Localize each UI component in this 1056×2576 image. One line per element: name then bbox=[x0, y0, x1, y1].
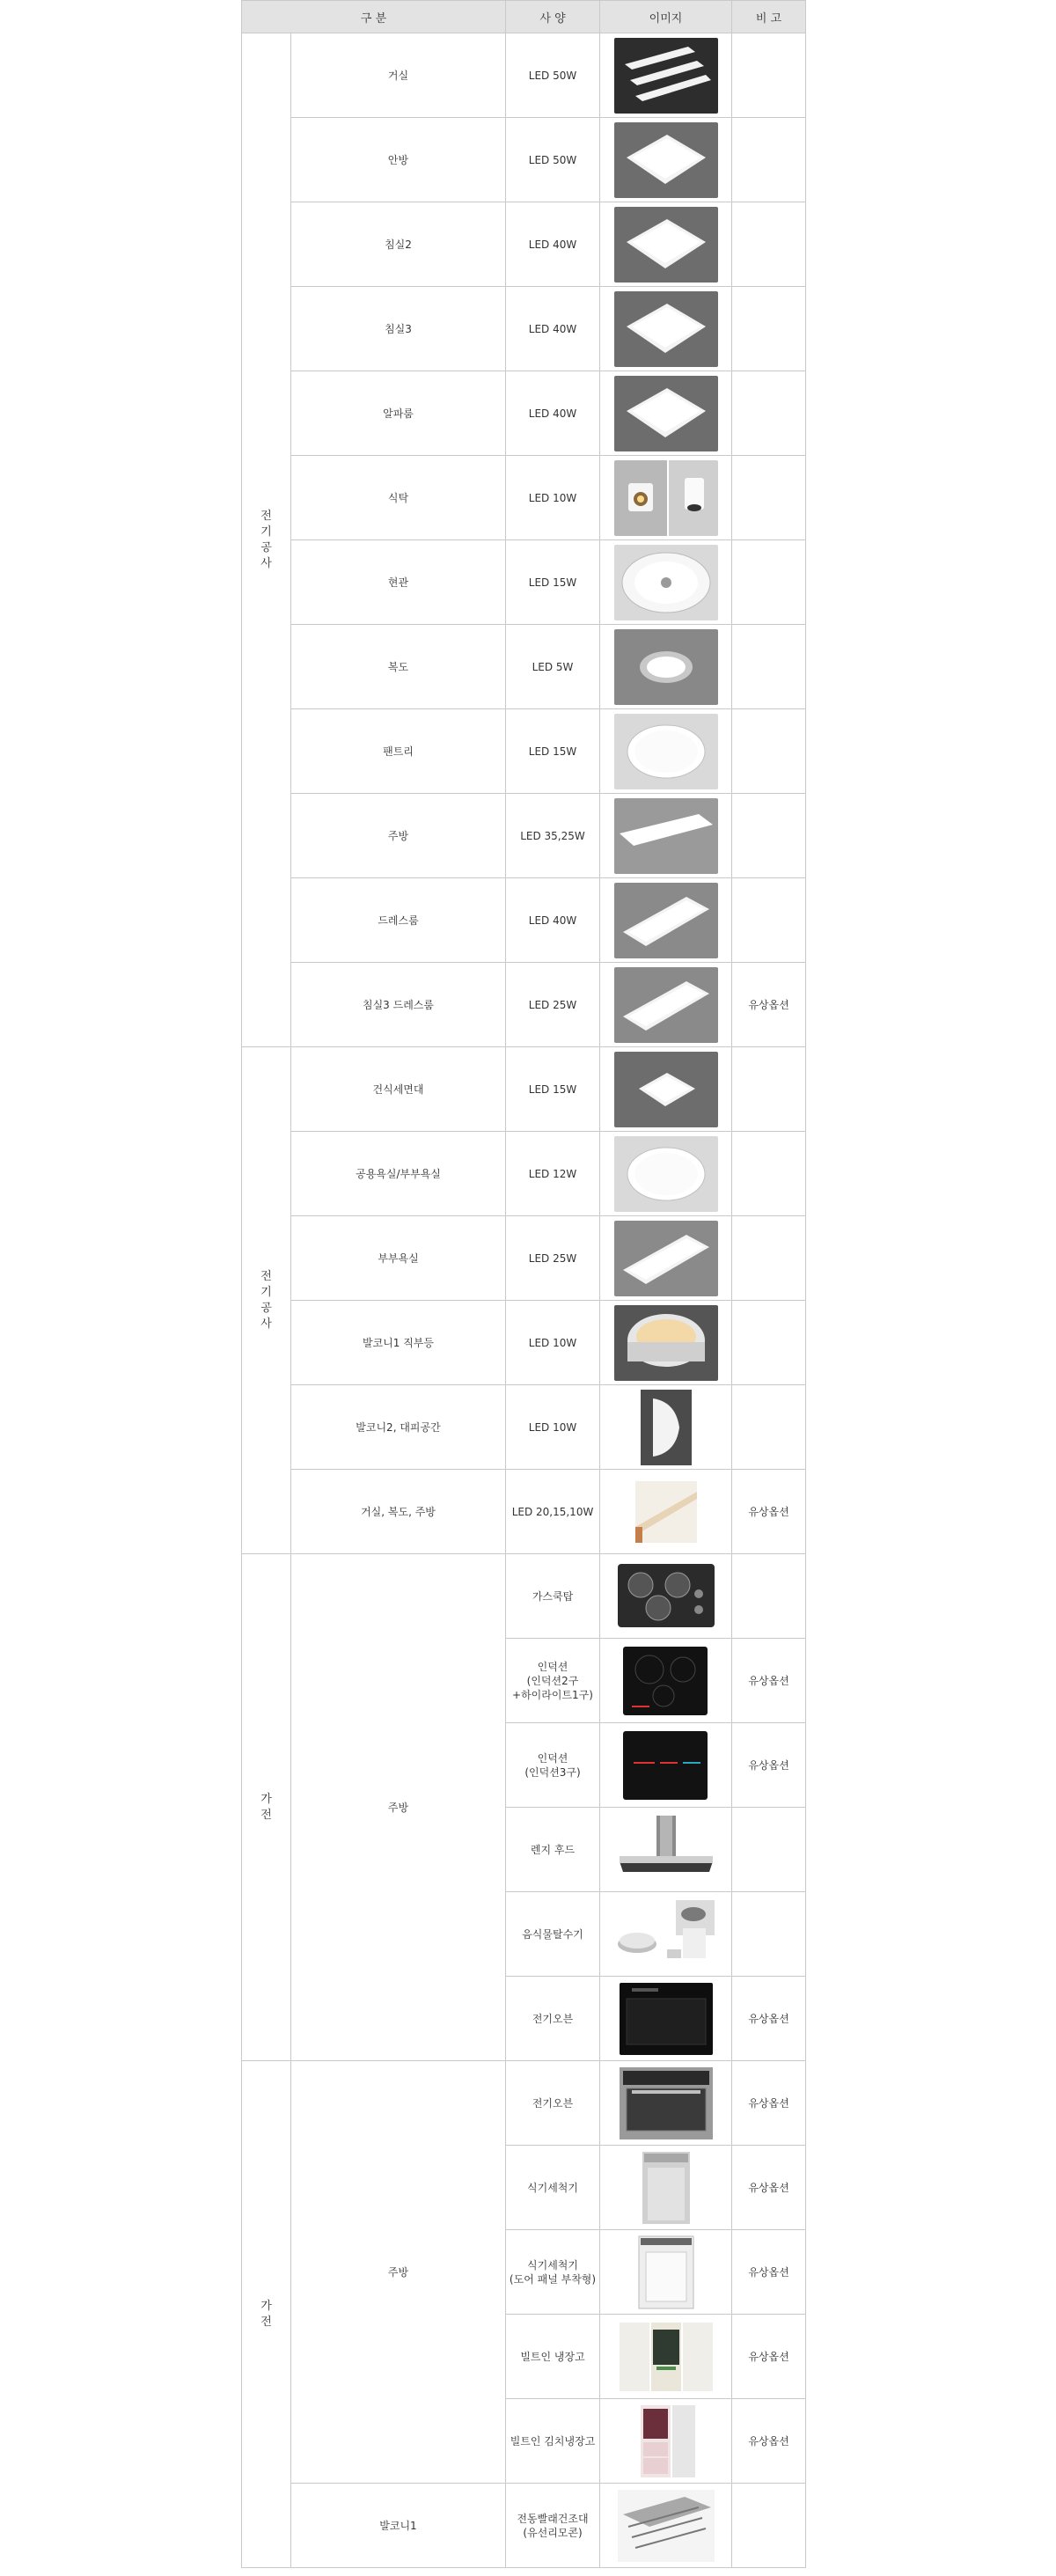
product-image-cell bbox=[600, 1216, 732, 1301]
spec-value: 식기세척기 (도어 패널 부착형) bbox=[506, 2230, 600, 2315]
remark-value bbox=[732, 287, 806, 371]
table-row bbox=[242, 1470, 806, 1554]
induction-2-icon bbox=[614, 1643, 718, 1719]
product-image-cell bbox=[600, 794, 732, 878]
remark-value bbox=[732, 540, 806, 625]
round-flat-light-icon bbox=[614, 1136, 718, 1212]
product-image-cell bbox=[600, 33, 732, 118]
product-image-cell bbox=[600, 2061, 732, 2146]
food-dehydrator-icon bbox=[614, 1897, 718, 1972]
remark-value bbox=[732, 1216, 806, 1301]
remark-value bbox=[732, 709, 806, 794]
dishwasher-panel-icon bbox=[614, 2235, 718, 2310]
location-name: 발코니1 직부등 bbox=[291, 1301, 506, 1385]
category-group-char: 가 bbox=[260, 1792, 272, 1806]
remark-value: 유상옵션 bbox=[732, 2146, 806, 2230]
electric-oven-steel-icon bbox=[614, 2066, 718, 2141]
laundry-rack-icon bbox=[614, 2488, 718, 2564]
spec-value: LED 40W bbox=[506, 878, 600, 963]
spec-value: LED 10W bbox=[506, 1385, 600, 1470]
category-group-char: 공 bbox=[260, 540, 272, 554]
product-image-cell bbox=[600, 1639, 732, 1723]
remark-value: 유상옵션 bbox=[732, 2399, 806, 2484]
induction-3-icon bbox=[614, 1728, 718, 1803]
remark-value bbox=[732, 371, 806, 456]
spec-value: 빌트인 김치냉장고 bbox=[506, 2399, 600, 2484]
remark-value bbox=[732, 202, 806, 287]
remark-value: 유상옵션 bbox=[732, 1723, 806, 1808]
product-image-cell bbox=[600, 625, 732, 709]
remark-value bbox=[732, 625, 806, 709]
location-name: 주방 bbox=[291, 794, 506, 878]
remark-value bbox=[732, 1808, 806, 1892]
category-group-char: 전 bbox=[260, 2315, 272, 2329]
spec-value: 가스쿡탑 bbox=[506, 1554, 600, 1639]
spec-value: 음식물탈수기 bbox=[506, 1892, 600, 1977]
table-row bbox=[242, 202, 806, 287]
small-square-panel-icon bbox=[614, 1052, 718, 1127]
product-image-cell bbox=[600, 1047, 732, 1132]
remark-value bbox=[732, 33, 806, 118]
product-image-cell bbox=[600, 1385, 732, 1470]
category-group-label bbox=[242, 33, 291, 1047]
spec-value: LED 10W bbox=[506, 456, 600, 540]
category-group-char: 가 bbox=[260, 2299, 272, 2313]
indirect-light-icon bbox=[614, 1474, 718, 1550]
spot-light-icon bbox=[614, 460, 718, 536]
location-name: 주방 bbox=[291, 1554, 506, 2061]
table-row bbox=[242, 287, 806, 371]
spec-value: 렌지 후드 bbox=[506, 1808, 600, 1892]
kimchi-fridge-icon bbox=[614, 2404, 718, 2479]
category-group-char: 사 bbox=[260, 556, 272, 570]
square-panel-icon bbox=[614, 291, 718, 367]
product-image-cell bbox=[600, 1977, 732, 2061]
header-remark: 비 고 bbox=[732, 1, 806, 33]
electric-oven-black-icon bbox=[614, 1981, 718, 2057]
location-name: 침실3 bbox=[291, 287, 506, 371]
table-row bbox=[242, 2061, 806, 2146]
spec-value: 전기오븐 bbox=[506, 1977, 600, 2061]
remark-value bbox=[732, 1554, 806, 1639]
table-row bbox=[242, 625, 806, 709]
category-group-label bbox=[242, 2061, 291, 2568]
square-panel-icon bbox=[614, 376, 718, 451]
category-group-label bbox=[242, 1554, 291, 2061]
spec-value: LED 40W bbox=[506, 371, 600, 456]
spec-value: LED 15W bbox=[506, 1047, 600, 1132]
spec-value: LED 35,25W bbox=[506, 794, 600, 878]
remark-value bbox=[732, 2484, 806, 2568]
remark-value bbox=[732, 1132, 806, 1216]
category-group-char: 전 bbox=[260, 1269, 272, 1283]
table-body bbox=[242, 33, 806, 2568]
spec-value: 전기오븐 bbox=[506, 2061, 600, 2146]
product-image-cell bbox=[600, 1808, 732, 1892]
product-image-cell bbox=[600, 878, 732, 963]
product-image-cell bbox=[600, 2315, 732, 2399]
table-row bbox=[242, 1301, 806, 1385]
remark-value bbox=[732, 1385, 806, 1470]
product-image-cell bbox=[600, 287, 732, 371]
spec-value: LED 20,15,10W bbox=[506, 1470, 600, 1554]
location-name: 발코니1 bbox=[291, 2484, 506, 2568]
location-name: 알파룸 bbox=[291, 371, 506, 456]
location-name: 안방 bbox=[291, 118, 506, 202]
location-name: 주방 bbox=[291, 2061, 506, 2484]
product-image-cell bbox=[600, 1470, 732, 1554]
remark-value bbox=[732, 118, 806, 202]
product-image-cell bbox=[600, 1132, 732, 1216]
spec-value: LED 40W bbox=[506, 287, 600, 371]
table-row bbox=[242, 1132, 806, 1216]
table-row bbox=[242, 963, 806, 1047]
location-name: 팬트리 bbox=[291, 709, 506, 794]
location-name: 침실3 드레스룸 bbox=[291, 963, 506, 1047]
spec-value: LED 50W bbox=[506, 33, 600, 118]
remark-value bbox=[732, 1892, 806, 1977]
category-group-char: 전 bbox=[260, 509, 272, 523]
spec-value: 인덕션 (인덕션3구) bbox=[506, 1723, 600, 1808]
location-name: 복도 bbox=[291, 625, 506, 709]
spec-value: LED 10W bbox=[506, 1301, 600, 1385]
rect-panel-icon bbox=[614, 967, 718, 1043]
builtin-fridge-icon bbox=[614, 2319, 718, 2395]
remark-value bbox=[732, 794, 806, 878]
remark-value bbox=[732, 456, 806, 540]
spec-value: LED 5W bbox=[506, 625, 600, 709]
remark-value: 유상옵션 bbox=[732, 2061, 806, 2146]
linear-panel-triple-icon bbox=[614, 38, 718, 114]
category-group-char: 기 bbox=[260, 1285, 272, 1299]
spec-value: LED 40W bbox=[506, 202, 600, 287]
table-row bbox=[242, 2484, 806, 2568]
spec-value: 전동빨래건조대 (유선리모콘) bbox=[506, 2484, 600, 2568]
bulkhead-light-icon bbox=[614, 1305, 718, 1381]
table-row bbox=[242, 456, 806, 540]
location-name: 거실, 복도, 주방 bbox=[291, 1470, 506, 1554]
long-panel-icon bbox=[614, 798, 718, 874]
spec-value: 빌트인 냉장고 bbox=[506, 2315, 600, 2399]
product-image-cell bbox=[600, 2230, 732, 2315]
remark-value: 유상옵션 bbox=[732, 1470, 806, 1554]
remark-value: 유상옵션 bbox=[732, 2230, 806, 2315]
location-name: 식탁 bbox=[291, 456, 506, 540]
location-name: 부부욕실 bbox=[291, 1216, 506, 1301]
location-name: 공용욕실/부부욕실 bbox=[291, 1132, 506, 1216]
table-row bbox=[242, 1216, 806, 1301]
spec-value: LED 50W bbox=[506, 118, 600, 202]
table-row bbox=[242, 878, 806, 963]
gas-cooktop-icon bbox=[614, 1559, 718, 1634]
table-row bbox=[242, 1385, 806, 1470]
product-image-cell bbox=[600, 709, 732, 794]
table-row bbox=[242, 1554, 806, 1639]
category-group-char: 공 bbox=[260, 1301, 272, 1315]
remark-value: 유상옵션 bbox=[732, 2315, 806, 2399]
remark-value bbox=[732, 1301, 806, 1385]
spec-value: LED 12W bbox=[506, 1132, 600, 1216]
product-image-cell bbox=[600, 2484, 732, 2568]
table-row bbox=[242, 709, 806, 794]
spec-value: 식기세척기 bbox=[506, 2146, 600, 2230]
category-group-label bbox=[242, 1047, 291, 1554]
rect-panel-icon bbox=[614, 883, 718, 958]
dishwasher-icon bbox=[614, 2150, 718, 2226]
header-spec: 사 양 bbox=[506, 1, 600, 33]
table-row bbox=[242, 118, 806, 202]
square-panel-icon bbox=[614, 207, 718, 283]
location-name: 거실 bbox=[291, 33, 506, 118]
product-image-cell bbox=[600, 2399, 732, 2484]
location-name: 건식세면대 bbox=[291, 1047, 506, 1132]
rect-panel-icon bbox=[614, 1221, 718, 1296]
location-name: 침실2 bbox=[291, 202, 506, 287]
product-image-cell bbox=[600, 118, 732, 202]
table-row bbox=[242, 1047, 806, 1132]
header-image: 이미지 bbox=[600, 1, 732, 33]
category-group-char: 사 bbox=[260, 1317, 272, 1331]
product-image-cell bbox=[600, 540, 732, 625]
round-sensor-light-icon bbox=[614, 545, 718, 620]
product-image-cell bbox=[600, 963, 732, 1047]
spec-table bbox=[241, 0, 806, 2568]
table-header-row bbox=[242, 1, 806, 33]
product-image-cell bbox=[600, 2146, 732, 2230]
product-image-cell bbox=[600, 1723, 732, 1808]
remark-value bbox=[732, 1047, 806, 1132]
header-category: 구 분 bbox=[242, 1, 506, 33]
remark-value bbox=[732, 878, 806, 963]
remark-value: 유상옵션 bbox=[732, 1639, 806, 1723]
square-panel-icon bbox=[614, 122, 718, 198]
category-group-char: 기 bbox=[260, 525, 272, 539]
remark-value: 유상옵션 bbox=[732, 1977, 806, 2061]
product-image-cell bbox=[600, 202, 732, 287]
product-image-cell bbox=[600, 1301, 732, 1385]
spec-value: 인덕션 (인덕션2구 +하이라이트1구) bbox=[506, 1639, 600, 1723]
product-image-cell bbox=[600, 456, 732, 540]
downlight-icon bbox=[614, 629, 718, 705]
product-image-cell bbox=[600, 1554, 732, 1639]
table-row bbox=[242, 371, 806, 456]
table-row bbox=[242, 540, 806, 625]
category-group-char: 전 bbox=[260, 1808, 272, 1822]
remark-value: 유상옵션 bbox=[732, 963, 806, 1047]
location-name: 발코니2, 대피공간 bbox=[291, 1385, 506, 1470]
product-image-cell bbox=[600, 371, 732, 456]
product-image-cell bbox=[600, 1892, 732, 1977]
table-row bbox=[242, 33, 806, 118]
spec-value: LED 25W bbox=[506, 1216, 600, 1301]
spec-value: LED 15W bbox=[506, 540, 600, 625]
range-hood-icon bbox=[614, 1812, 718, 1888]
round-flat-light-icon bbox=[614, 714, 718, 789]
location-name: 드레스룸 bbox=[291, 878, 506, 963]
table-row bbox=[242, 794, 806, 878]
wall-light-icon bbox=[614, 1390, 718, 1465]
spec-value: LED 25W bbox=[506, 963, 600, 1047]
location-name: 현관 bbox=[291, 540, 506, 625]
spec-value: LED 15W bbox=[506, 709, 600, 794]
